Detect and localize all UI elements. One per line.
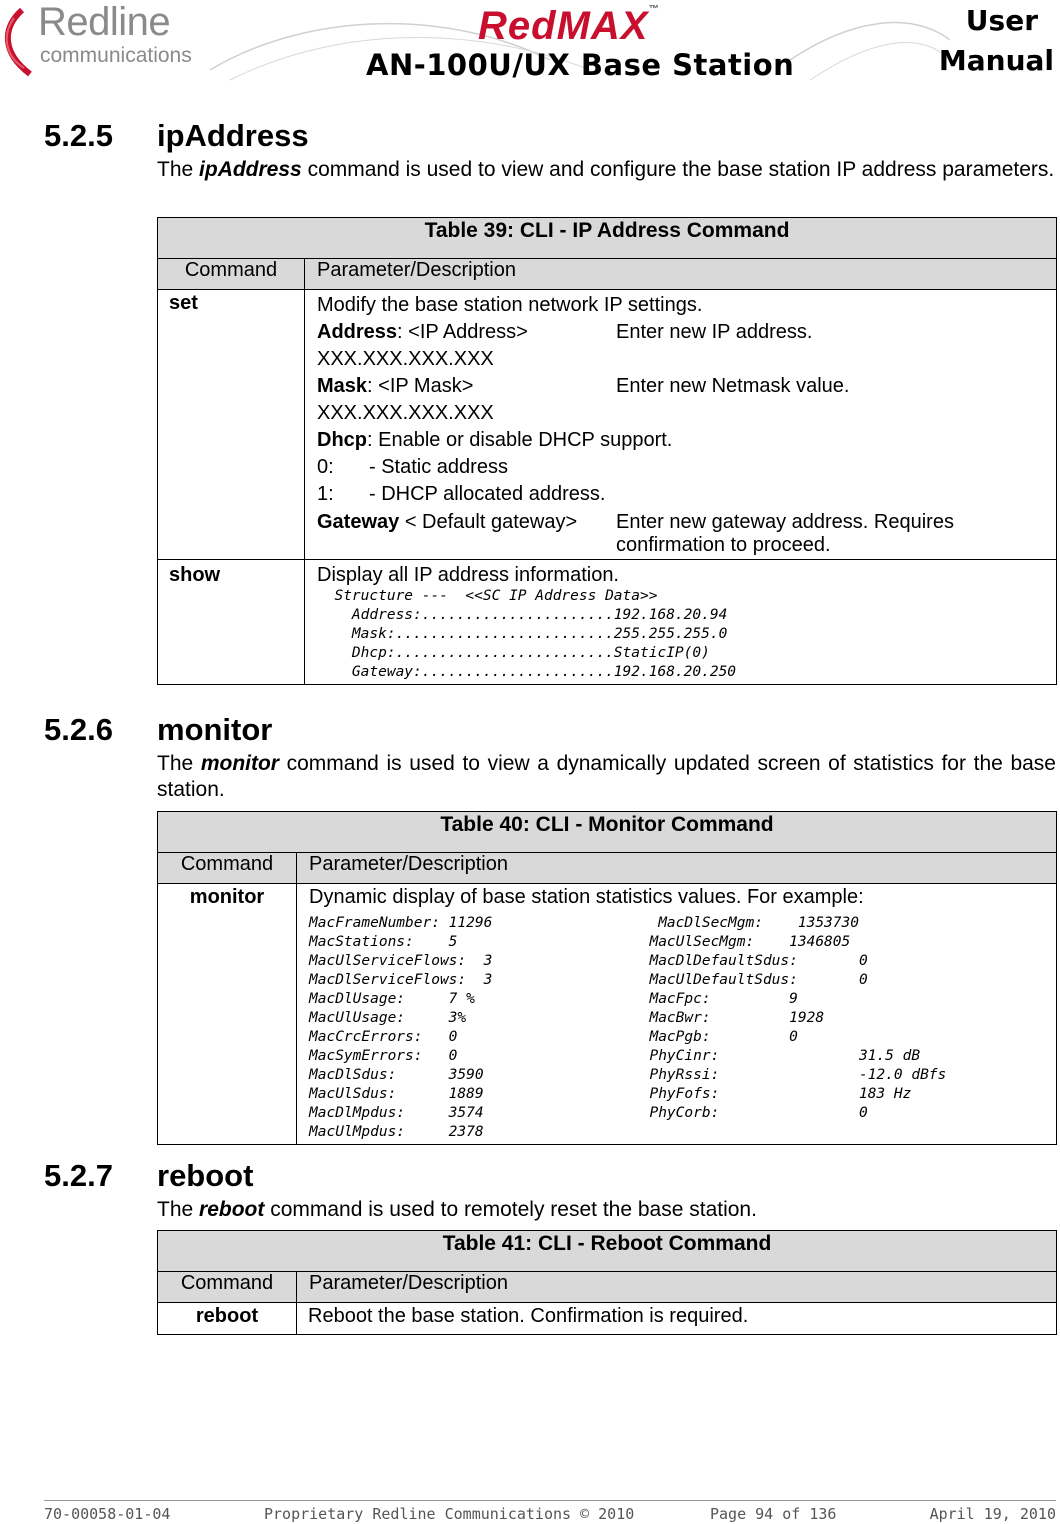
- command-reboot: reboot: [195, 1305, 259, 1327]
- intro-pre: The: [157, 158, 200, 181]
- intro-pre: The: [157, 1198, 200, 1221]
- section-number: 5.2.7: [44, 1158, 113, 1193]
- section-title: ipAddress: [157, 118, 309, 153]
- section-number: 5.2.5: [44, 118, 113, 153]
- param-desc: : Enable or disable DHCP support.: [367, 429, 673, 451]
- show-description: Display all IP address information.: [317, 564, 619, 586]
- option-key: 1:: [317, 483, 334, 505]
- product-title: AN-100U/UX Base Station: [366, 48, 795, 82]
- brand-tm: ™: [648, 4, 660, 15]
- logo-company-sub: communications: [40, 44, 192, 67]
- table-row-show: [158, 560, 1057, 685]
- page-header: [0, 0, 1060, 92]
- column-header-description: Parameter/Description: [305, 259, 1057, 290]
- footer-doc-id: 70-00058-01-04: [44, 1505, 171, 1523]
- intro-post: command is used to view a dynamically updated screen of statistics for the base station.: [157, 752, 1056, 801]
- intro-post: command is used to view and configure the base station IP address parameters.: [301, 158, 1055, 181]
- reboot-table: [157, 1230, 1057, 1335]
- logo-company-name: Redline: [38, 0, 171, 44]
- show-output: Structure --- <<SC IP Address Data>> Address:......................192.168.20.94 Mask:.........................255.255.255.0 Dhcp:.........................StaticIP(0) Gateway:......................192.168.20.250: [334, 588, 737, 680]
- table-title: Table 40: CLI - Monitor Command: [158, 812, 1057, 853]
- section-heading-monitor: [44, 712, 272, 748]
- table-title: Table 41: CLI - Reboot Command: [158, 1231, 1057, 1272]
- param-arg: : <IP Address>: [397, 321, 528, 343]
- brand-red: Red: [478, 4, 557, 48]
- option-value: - DHCP allocated address.: [369, 483, 606, 505]
- param-gateway: [317, 511, 1056, 557]
- command-show: show: [169, 564, 221, 586]
- column-header-command: Command: [158, 1272, 297, 1303]
- section-title: monitor: [157, 712, 273, 747]
- monitor-intro: [157, 751, 1056, 803]
- footer-divider: [44, 1500, 1056, 1501]
- ip-address-table: [157, 217, 1057, 685]
- redline-swoosh-icon: [0, 8, 40, 78]
- param-label: Address: [317, 321, 398, 343]
- command-monitor: monitor: [189, 886, 265, 908]
- intro-cmd: reboot: [199, 1198, 265, 1221]
- param-mask: [317, 373, 1056, 400]
- command-set: set: [169, 292, 198, 314]
- param-address: [317, 319, 1056, 346]
- param-label: Mask: [317, 375, 368, 397]
- footer-page-number: Page 94 of 136: [710, 1505, 837, 1523]
- section-number: 5.2.6: [44, 712, 113, 747]
- mask-format: XXX.XXX.XXX.XXX: [317, 402, 494, 424]
- param-label: Dhcp: [317, 429, 367, 451]
- doc-type-user: User: [965, 4, 1038, 37]
- intro-pre: The: [157, 752, 201, 775]
- reboot-description: Reboot the base station. Confirmation is required.: [297, 1303, 1057, 1335]
- section-heading-ipaddress: [44, 118, 309, 154]
- param-dhcp: [317, 427, 1056, 454]
- table-row-set: [158, 290, 1057, 560]
- ipaddress-intro: [157, 157, 1056, 183]
- intro-cmd: monitor: [200, 752, 279, 775]
- intro-post: command is used to remotely reset the base station.: [264, 1198, 757, 1221]
- dhcp-option-0: [317, 454, 1056, 481]
- footer-copyright: Proprietary Redline Communications © 2010: [264, 1505, 635, 1523]
- param-desc: Enter new gateway address. Requires confirmation to proceed.: [616, 511, 954, 556]
- section-heading-reboot: [44, 1158, 253, 1194]
- option-value: - Static address: [369, 456, 508, 478]
- doc-type-manual: Manual: [938, 44, 1054, 77]
- param-desc: Enter new IP address.: [616, 321, 813, 343]
- reboot-intro: [157, 1197, 1056, 1223]
- column-header-description: Parameter/Description: [297, 1272, 1057, 1303]
- monitor-table: [157, 811, 1057, 1145]
- redline-logo: [0, 2, 205, 74]
- intro-cmd: ipAddress: [199, 158, 302, 181]
- footer-date: April 19, 2010: [929, 1505, 1056, 1523]
- redmax-logo: [478, 4, 659, 49]
- param-label: Gateway: [317, 511, 400, 533]
- table-title: Table 39: CLI - IP Address Command: [158, 218, 1057, 259]
- set-description: Modify the base station network IP settings.: [317, 294, 703, 316]
- column-header-command: Command: [158, 259, 305, 290]
- brand-max: MAX: [556, 4, 649, 48]
- option-key: 0:: [317, 456, 334, 478]
- address-format: XXX.XXX.XXX.XXX: [317, 348, 494, 370]
- table-row-monitor: [158, 884, 1057, 1145]
- column-header-command: Command: [158, 853, 297, 884]
- param-arg: : <IP Mask>: [367, 375, 474, 397]
- dhcp-option-1: [317, 481, 1056, 508]
- monitor-description: Dynamic display of base station statistics values. For example:: [309, 886, 864, 908]
- param-arg: < Default gateway>: [399, 511, 578, 533]
- param-desc: Enter new Netmask value.: [616, 375, 850, 397]
- column-header-description: Parameter/Description: [297, 853, 1057, 884]
- section-title: reboot: [157, 1158, 254, 1193]
- table-row-reboot: [158, 1303, 1057, 1335]
- monitor-output: MacFrameNumber: 11296 MacDlSecMgm: 1353730 MacStations: 5 MacUlSecMgm: 1346805 MacUlServiceFlows: 3 MacDlDefaultSdus: 0 MacDlServiceFlows: 3 MacUlDefaultSdus: 0 MacDlUsage: 7 % MacFpc: 9 MacUlUsage: 3% MacBwr: 1928 MacCrcErrors: 0 MacPgb: 0 MacSymErrors: 0 PhyCinr: 31.5 dB MacDlSdus: 3590 PhyRssi: -12.0 dBfs MacUlSdus: 1889 PhyFofs: 183 Hz MacDlMpdus: 3574 PhyCorb: 0 MacUlMpdus: 2378: [309, 915, 947, 1140]
